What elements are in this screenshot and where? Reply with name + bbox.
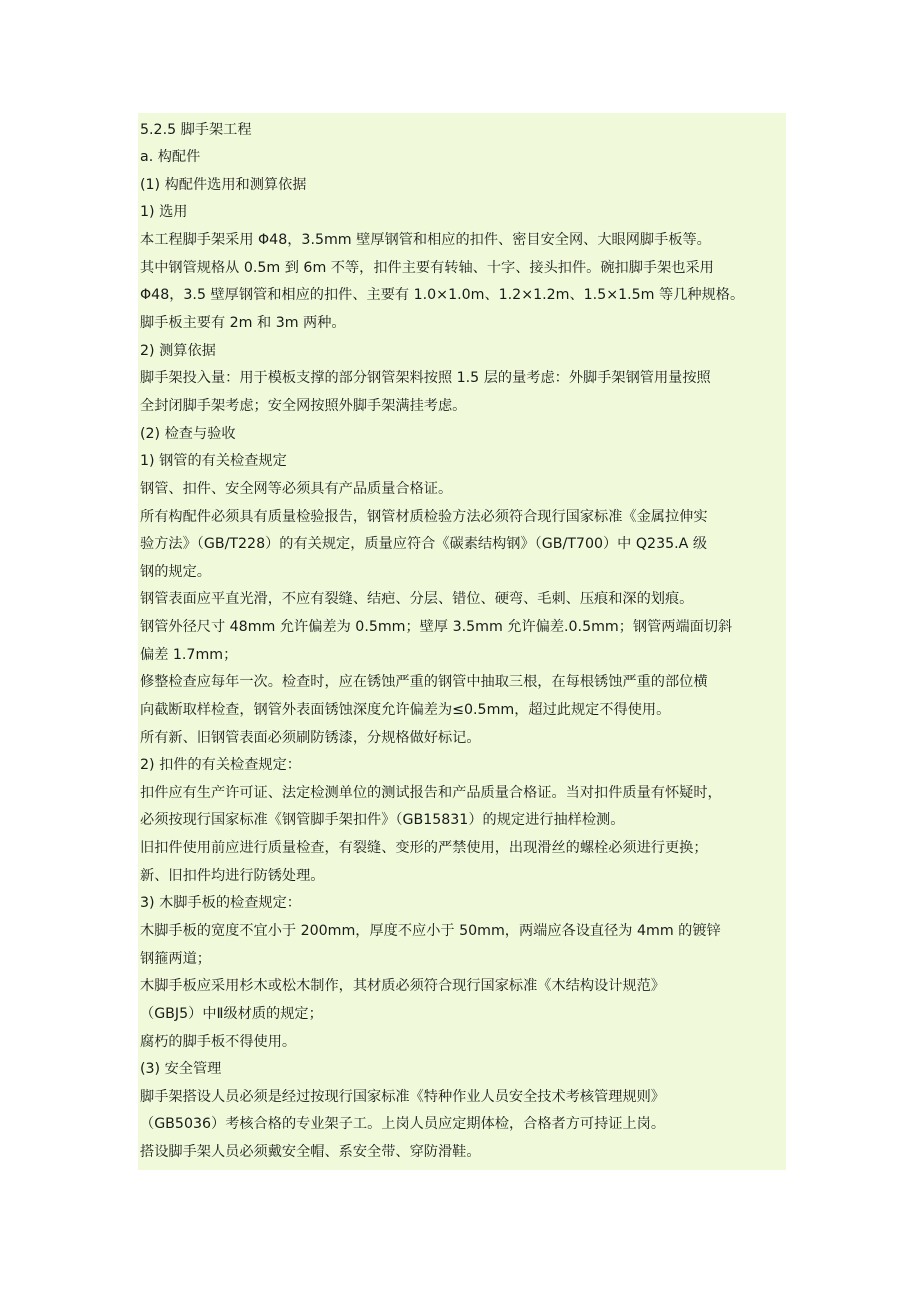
document-text-block (138, 113, 786, 1170)
paragraph-line: 脚手架投入量：用于模板支撑的部分钢管架料按照 1.5 层的量考虑：外脚手架钢管用量按照 (140, 370, 711, 386)
paragraph-line: 验方法》（GB/T228）的有关规定，质量应符合《碳素结构钢》（GB/T700）中 Q235.A 级 (140, 536, 708, 552)
paragraph-line: 所有构配件必须具有质量检验报告，钢管材质检验方法必须符合现行国家标准《金属拉伸实 (140, 509, 708, 525)
paragraph-line: 木脚手板应采用杉木或松木制作，其材质必须符合现行国家标准《木结构设计规范》 (140, 978, 665, 994)
paragraph-line: 钢箍两道； (140, 951, 211, 967)
paragraph-line: （GB5036）考核合格的专业架子工。上岗人员应定期体检，合格者方可持证上岗。 (140, 1116, 666, 1132)
paragraph-line: 脚手板主要有 2m 和 3m 两种。 (140, 315, 346, 331)
paragraph-line: 钢管表面应平直光滑，不应有裂缝、结疤、分层、错位、硬弯、毛刺、压痕和深的划痕。 (140, 591, 694, 607)
paragraph-line: 钢的规定。 (140, 564, 211, 580)
paragraph-line: 旧扣件使用前应进行质量检查，有裂缝、变形的严禁使用，出现滑丝的螺栓必须进行更换； (140, 840, 708, 856)
paragraph-line: 其中钢管规格从 0.5m 到 6m 不等，扣件主要有转轴、十字、接头扣件。碗扣脚手架也采用 (140, 260, 714, 276)
item-heading: 1) 选用 (140, 204, 188, 220)
paragraph-line: 木脚手板的宽度不宜小于 200mm，厚度不应小于 50mm，两端应各设直径为 4mm 的镀锌 (140, 923, 721, 939)
item-heading: 3) 木脚手板的检查规定： (140, 895, 301, 911)
paragraph-line: 偏差 1.7mm； (140, 647, 238, 663)
paragraph-line: 修整检查应每年一次。检查时，应在锈蚀严重的钢管中抽取三根，在每根锈蚀严重的部位横 (140, 674, 708, 690)
paragraph-line: 脚手架搭设人员必须是经过按现行国家标准《特种作业人员安全技术考核管理规则》 (140, 1089, 665, 1105)
paragraph-line: 搭设脚手架人员必须戴安全帽、系安全带、穿防滑鞋。 (140, 1144, 481, 1160)
paragraph-line: 全封闭脚手架考虑；安全网按照外脚手架满挂考虑。 (140, 398, 467, 414)
paragraph-line: 腐朽的脚手板不得使用。 (140, 1034, 297, 1050)
section-heading: 5.2.5 脚手架工程 (140, 122, 252, 138)
item-heading: 2) 扣件的有关检查规定： (140, 757, 301, 773)
paragraph-line: 钢管外径尺寸 48mm 允许偏差为 0.5mm；壁厚 3.5mm 允许偏差.0.5mm；钢管两端面切斜 (140, 619, 733, 635)
paragraph-line: 所有新、旧钢管表面必须刷防锈漆，分规格做好标记。 (140, 730, 481, 746)
paragraph-line: 本工程脚手架采用 Φ48，3.5mm 壁厚钢管和相应的扣件、密目安全网、大眼网脚手板等。 (140, 232, 711, 248)
paragraph-line: Φ48，3.5 壁厚钢管和相应的扣件、主要有 1.0×1.0m、1.2×1.2m、1.5×1.5m 等几种规格。 (140, 287, 745, 303)
paragraph-line: 新、旧扣件均进行防锈处理。 (140, 868, 325, 884)
paragraph-line: 向截断取样检查，钢管外表面锈蚀深度允许偏差为≤0.5mm，超过此规定不得使用。 (140, 702, 671, 718)
subsection-heading: (3) 安全管理 (140, 1061, 222, 1077)
subsection-heading: a. 构配件 (140, 149, 201, 165)
subsection-heading: (2) 检查与验收 (140, 426, 236, 442)
item-heading: 2) 测算依据 (140, 343, 216, 359)
paragraph-line: 钢管、扣件、安全网等必须具有产品质量合格证。 (140, 481, 453, 497)
item-heading: 1) 钢管的有关检查规定 (140, 453, 287, 469)
paragraph-line: （GBJ5）中Ⅱ级材质的规定； (140, 1006, 323, 1022)
paragraph-line: 扣件应有生产许可证、法定检测单位的测试报告和产品质量合格证。当对扣件质量有怀疑时， (140, 785, 722, 801)
paragraph-line: 必须按现行国家标准《钢管脚手架扣件》（GB15831）的规定进行抽样检测。 (140, 812, 625, 828)
subsection-heading: (1) 构配件选用和测算依据 (140, 177, 307, 193)
